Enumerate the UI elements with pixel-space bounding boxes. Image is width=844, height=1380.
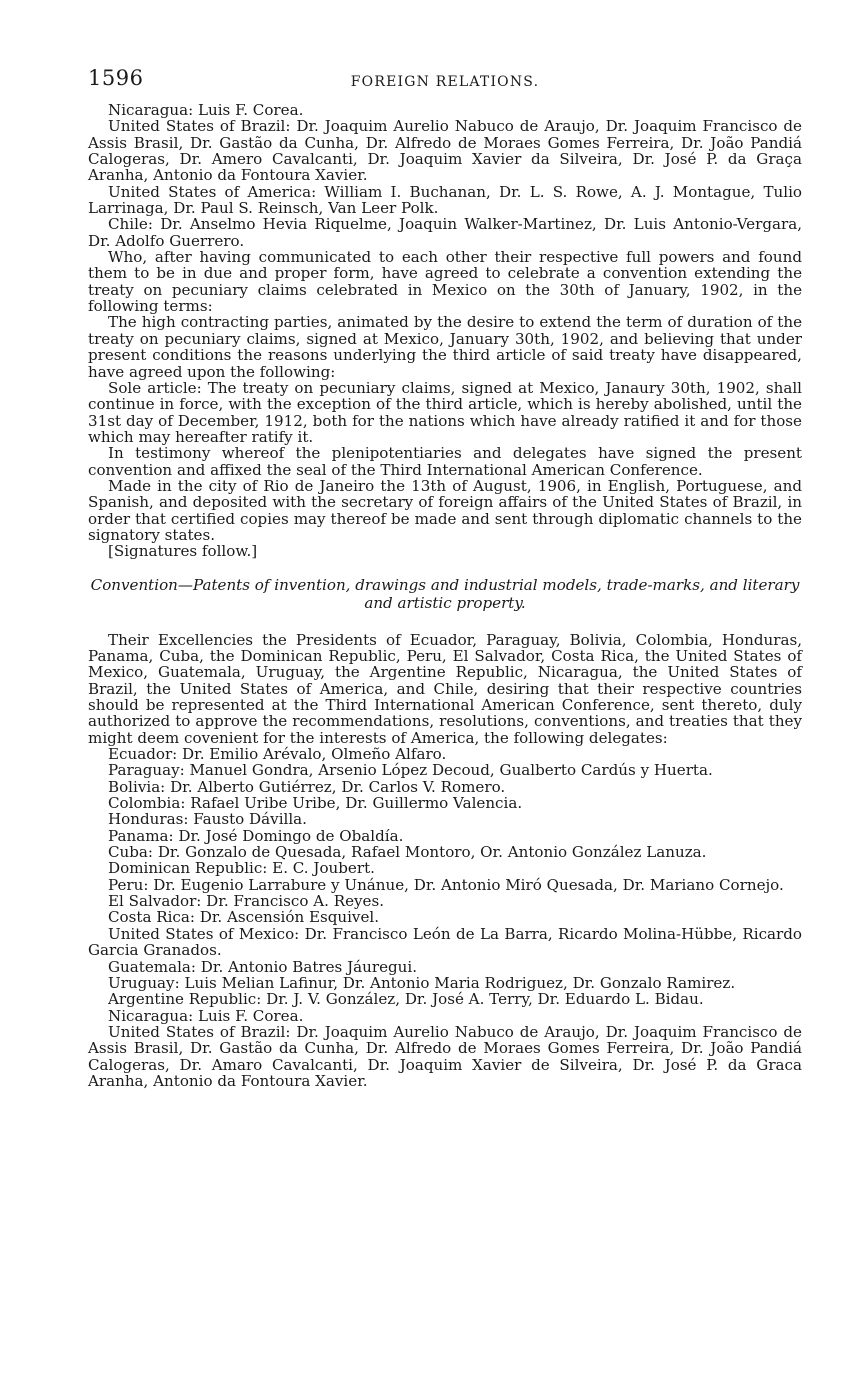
paragraph: In testimony whereof the plenipotentiaries and delegates have signed the present convention and affixed the seal of the Third International American Conference. [88, 444, 802, 479]
paragraph: United States of America: William I. Buchanan, Dr. L. S. Rowe, A. J. Montague, Tulio Larrinaga, Dr. Paul S. Reinsch, Van Leer Polk. [88, 182, 802, 218]
paragraph: United States of Mexico: Dr. Francisco León de La Barra, Ricardo Molina-Hübbe, Ricardo Garcia Granados. [88, 924, 802, 960]
paragraph: Colombia: Rafael Uribe Uribe, Dr. Guillermo Valencia. [108, 794, 523, 813]
paragraph: Their Excellencies the Presidents of Ecuador, Paraguay, Bolivia, Colombia, Honduras, Panama, Cuba, the Dominican Republic, Peru, El Salvador, Costa Rica, the United States of Mexico, Guatemala, Uruguay, the Argentine Republic, Nicaragua, the United States of Brazil, the United States of America, and Chile, desiring that their respective countries should be represented at the Third International American Conference, sent thereto, duly authorized to approve the recommendations, resolutions, conventions, and treaties that they might deem covenient for the interests of America, the following delegates: [88, 630, 802, 747]
paragraph: Guatemala: Dr. Antonio Batres Jáuregui. [108, 957, 418, 976]
paragraph: Honduras: Fausto Dávilla. [108, 810, 307, 829]
paragraph: Ecuador: Dr. Emilio Arévalo, Olmeño Alfaro. [108, 745, 447, 764]
body-section-1 [88, 102, 802, 560]
paragraph: Dominican Republic: E. C. Joubert. [108, 859, 375, 878]
document-page [88, 66, 802, 1089]
paragraph: United States of Brazil: Dr. Joaquim Aurelio Nabuco de Araujo, Dr. Joaquim Francisco de Assis Brasil, Dr. Gastão da Cunha, Dr. Alfredo de Moraes Gomes Ferreira, Dr. João Pandiá Calogeras, Dr. Amaro Cavalcanti, Dr. Joaquim Xavier de Silveira, Dr. José P. da Graca Aranha, Antonio da Fontoura Xavier. [88, 1022, 802, 1090]
paragraph: Nicaragua: Luis F. Corea. [108, 101, 304, 119]
paragraph: [Signatures follow.] [108, 542, 258, 561]
body-section-2 [88, 632, 802, 1090]
paragraph: Made in the city of Rio de Janeiro the 13th of August, 1906, in English, Portuguese, and Spanish, and deposited with the secretary of foreign affairs of the United States of Brazil, in order that certified copies may thereof be made and sent through diplomatic channels to the signatory states. [88, 476, 802, 544]
paragraph: Panama: Dr. José Domingo de Obaldía. [108, 826, 404, 845]
paragraph: Costa Rica: Dr. Ascensión Esquivel. [108, 908, 380, 927]
paragraph: El Salvador: Dr. Francisco A. Reyes. [108, 892, 385, 911]
running-head: FOREIGN RELATIONS. [350, 74, 540, 90]
paragraph: Who, after having communicated to each other their respective full powers and found them to be in due and proper form, have agreed to celebrate a convention extending the treaty on pecuniary claims celebrated in Mexico on the 30th of January, 1902, in the following terms: [88, 248, 802, 316]
paragraph: United States of Brazil: Dr. Joaquim Aurelio Nabuco de Araujo, Dr. Joaquim Francisco de Assis Brasil, Dr. Gastão da Cunha, Dr. Alfredo de Moraes Gomes Ferreira, Dr. João Pandiá Calogeras, Dr. Amero Cavalcanti, Dr. Joaquim Xavier da Silveira, Dr. José P. da Graça Aranha, Antonio da Fontoura Xavier. [88, 117, 802, 185]
paragraph: Peru: Dr. Eugenio Larrabure y Unánue, Dr. Antonio Miró Quesada, Dr. Mariano Cornejo. [108, 875, 784, 894]
paragraph: Nicaragua: Luis F. Corea. [108, 1006, 304, 1025]
paragraph: Paraguay: Manuel Gondra, Arsenio López Decoud, Gualberto Cardús y Huerta. [108, 761, 713, 780]
section-title: Convention—Patents of invention, drawings and industrial models, trade-marks, and literary and artistic property. [90, 575, 800, 612]
paragraph: Cuba: Dr. Gonzalo de Quesada, Rafael Montoro, Or. Antonio González Lanuza. [108, 843, 707, 862]
page-number: 1596 [88, 66, 144, 90]
paragraph: Argentine Republic: Dr. J. V. González, Dr. José A. Terry, Dr. Eduardo L. Bidau. [108, 990, 704, 1009]
paragraph: Chile: Dr. Anselmo Hevia Riquelme, Joaquin Walker-Martinez, Dr. Luis Antonio-Vergara, Dr. Adolfo Guerrero. [88, 215, 802, 250]
paragraph: Sole article: The treaty on pecuniary claims, signed at Mexico, Janaury 30th, 1902, shall continue in force, with the exception of the third article, which is hereby abolished, until the 31st day of December, 1912, both for the nations which have already ratified it and for those which may hereafter ratify it. [88, 378, 802, 446]
page-header [88, 66, 802, 102]
paragraph: Bolivia: Dr. Alberto Gutiérrez, Dr. Carlos V. Romero. [108, 777, 506, 796]
paragraph: Uruguay: Luis Melian Lafinur, Dr. Antonio Maria Rodriguez, Dr. Gonzalo Ramirez. [108, 973, 736, 992]
paragraph: The high contracting parties, animated by the desire to extend the term of duration of the treaty on pecuniary claims, signed at Mexico, January 30th, 1902, and believing that under present conditions the reasons underlying the third article of said treaty have disappeared, have agreed upon the following: [88, 313, 802, 381]
